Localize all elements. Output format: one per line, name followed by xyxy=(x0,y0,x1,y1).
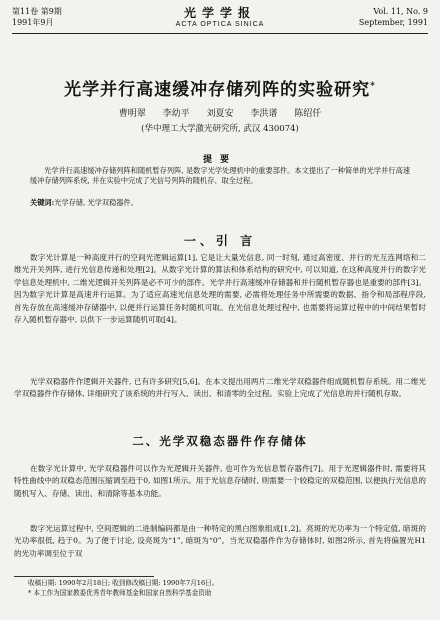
title-footnote-mark: * xyxy=(370,81,376,92)
header-volume-en: Vol. 11, No. 9 xyxy=(373,7,428,16)
paper-title xyxy=(12,75,428,100)
section-heading-bistable: 二、光学双稳态器件作存储体 xyxy=(132,434,308,448)
header-date-cn: 1991年9月 xyxy=(12,18,54,27)
running-header xyxy=(12,6,428,36)
section-heading-introduction: 一、引 言 xyxy=(183,234,257,248)
abstract-heading: 提要 xyxy=(202,155,237,165)
paper-title-text: 光学并行高速缓冲存储列阵的实验研究 xyxy=(64,80,371,100)
footnote-funding: * 本工作为国家教委优秀青年教师基金和国家自然科学基金资助 xyxy=(28,589,212,597)
affiliation: (华中理工大学激光研究所, 武汉 430074) xyxy=(141,124,299,134)
keywords-text: 光学存储, 光学双稳器件。 xyxy=(54,198,138,207)
header-volume-cn: 第11卷 第9期 xyxy=(12,7,62,16)
paragraph: 在数字光计算中, 光学双稳器件可以作为光逻辑开关器件, 也可作为光信息暂存器件[7]。用于光逻辑器件时, 需要将其特性曲线中的双稳态范围压缩调至趋于0, 如图1所示。用于光信息存储时, 则需要一个较稳定的双稳范围, 以便执行光信息的随机写入、存储、读出、和清除等基本功能。 xyxy=(14,464,426,498)
keywords xyxy=(30,198,410,208)
footnote-received: 收稿日期: 1990年2月18日; 收到修改稿日期: 1990年7月16日。 xyxy=(28,579,219,587)
abstract-text: 光学并行高速缓冲存储列阵和随机暂存列阵, 是数字光学处理机中的重要部件。本文提出了一种简单的光学并行高速缓冲存储列阵系统, 并在实验中完成了光信号列阵的随机存、取全过程。 xyxy=(30,166,410,185)
footnote-rule xyxy=(14,576,154,577)
paragraph: 光学双稳器件作逻辑开关器件, 已有许多研究[5,6]。在本文提出用两片二维光学双稳器件组成随机暂存系统。用二维光学双稳器件作存储体, 详细研究了该系统的并行写入、读出、和清零的全过程。实验上完成了光信息的并行随机存取。 xyxy=(14,377,426,399)
journal-name-cn: 光学学报 xyxy=(183,6,256,20)
header-right xyxy=(359,6,428,28)
paragraph: 数字光计算是一种高度并行的空间光逻辑运算[1], 它是让大量光信息, 同一时刻, 通过高密度、并行的光互连网络和二维光开关列阵, 进行光信息传递和处理[2]。从数字光计算的算法和体系结构的研究中, 可以知道, 在这种高度并行的数字光学信息处理机中, 二维光逻辑开关列阵是必不可少的部件。光学并行高速缓冲存储器和并行随机暂存器也是重要的部件[3]。因为数字光计算是高速并行运算。为了适应高速光信息处理的需要, 必需将处理任务中所需要的数据、指令和局部程序段, 首先存放在高速缓冲存储器中, 以便并行运算任务时随机可取。在光信息处理过程中, 也需要将运算过程中的中间结果暂时存入随机暂存器中, 以供下一步运算随机可取[4]。 xyxy=(14,253,426,325)
journal-name-en: ACTA OPTICA SINICA xyxy=(175,21,265,28)
header-rule xyxy=(12,33,428,34)
header-date-en: September, 1991 xyxy=(358,18,428,27)
author-list: 曹明翠 李幼平 刘夏安 李洪谱 陈绍仟 xyxy=(118,109,322,119)
paragraph: 数字光运算过程中, 空间逻辑的二进制编码都是由一种特定的黑白图象组成[1,2]。亮斑的光功率为一个特定值, 暗斑的光功率很低, 趋于0。为了便于讨论, 设亮斑为“1”, 暗斑为“0”。当光双稳器件作为存储体时, 如图2所示, 首先将偏置光H1的光功率调至位于双 xyxy=(14,524,426,558)
keywords-label: 关键词: xyxy=(30,198,55,207)
